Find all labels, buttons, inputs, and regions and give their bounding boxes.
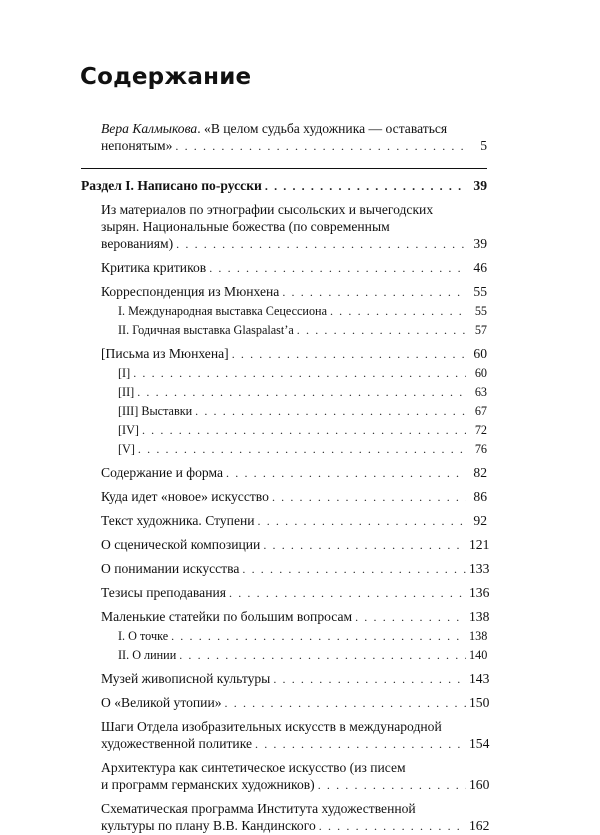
toc-entry-text: [III] Выставки [118, 404, 193, 418]
toc-entry-text: художественной политике [101, 736, 253, 751]
toc-entry-text: [I] [118, 366, 131, 380]
toc-entry-text: О понимании искусства [101, 561, 240, 576]
toc-page-number: 67 [474, 404, 487, 418]
dot-leader [179, 647, 466, 664]
toc-entry-text: Из материалов по этнографии сысольских и вычегодских [101, 202, 434, 217]
toc-entry-intro[interactable] [81, 120, 487, 155]
toc-page-number: 76 [474, 442, 487, 456]
toc-entry[interactable] [81, 628, 487, 645]
dot-leader [272, 489, 466, 506]
dot-leader [226, 465, 466, 482]
toc-page-number: 136 [469, 585, 490, 600]
toc-entry[interactable] [81, 422, 487, 439]
dot-leader [137, 384, 466, 401]
toc-entry[interactable] [81, 608, 490, 626]
toc-entry[interactable] [81, 759, 490, 794]
toc-entry-text: Раздел I. Написано по-русски [81, 178, 262, 193]
toc-entry[interactable] [81, 560, 490, 578]
dot-leader [355, 609, 466, 626]
dot-leader [297, 322, 466, 339]
toc-page-number: 162 [469, 818, 490, 833]
dot-leader [263, 537, 466, 554]
toc-entry[interactable] [81, 584, 490, 602]
toc-page-number: 46 [473, 260, 487, 275]
toc-entry-text: Шаги Отдела изобразительных искусств в международной [101, 719, 442, 734]
toc-page-number: 55 [473, 284, 487, 299]
toc-page-number: 138 [469, 629, 488, 643]
intro-title-line1: . «В целом судьба художника — оставаться [197, 121, 448, 136]
toc-entry[interactable] [81, 670, 490, 688]
toc-page-number: 92 [473, 513, 487, 528]
dot-leader [330, 303, 466, 320]
toc-entry[interactable] [81, 464, 487, 482]
toc-entry[interactable] [81, 365, 487, 382]
toc-entry-text: Содержание и форма [101, 465, 224, 480]
toc-entry-text: Текст художника. Ступени [101, 513, 255, 528]
divider [81, 168, 487, 169]
dot-leader [171, 628, 466, 645]
toc-page-number: 57 [474, 323, 487, 337]
toc-page-number: 82 [473, 465, 487, 480]
toc-entry-text: и программ германских художников) [101, 777, 315, 792]
toc-entry-text: I. О точке [118, 629, 169, 643]
toc-entry[interactable] [81, 403, 487, 420]
toc-entry-text: Музей живописной культуры [101, 671, 271, 686]
toc-entry[interactable] [81, 536, 490, 554]
toc-page-number: 60 [474, 366, 487, 380]
toc-entry[interactable] [81, 800, 490, 835]
toc-entry[interactable] [81, 322, 487, 339]
toc-entry-text: [IV] [118, 423, 139, 437]
toc-page-number: 133 [469, 561, 490, 576]
toc-entry[interactable] [81, 488, 487, 506]
toc-entry-text: О «Великой утопии» [101, 695, 222, 710]
toc-page-number: 60 [473, 346, 487, 361]
toc-entry[interactable] [81, 303, 487, 320]
toc-page-number: 86 [473, 489, 487, 504]
toc-entry[interactable] [81, 259, 487, 277]
toc-entry[interactable] [81, 384, 487, 401]
dot-leader [229, 585, 466, 602]
dot-leader [242, 561, 466, 578]
dot-leader [282, 284, 466, 301]
toc-entry-text: Тезисы преподавания [101, 585, 227, 600]
dot-leader [232, 346, 466, 363]
dot-leader [175, 138, 466, 155]
toc-entry-text: Архитектура как синтетическое искусство (из писем [101, 760, 406, 775]
toc-entries [81, 177, 490, 835]
dot-leader [255, 736, 466, 753]
dot-leader [133, 365, 466, 382]
toc-entry[interactable] [81, 718, 490, 753]
page-title: Содержание [80, 64, 252, 90]
toc-page-number: 63 [474, 385, 487, 399]
toc-entry-text: верованиям) [101, 236, 174, 251]
toc-entry-text: Корреспонденция из Мюнхена [101, 284, 280, 299]
dot-leader [318, 777, 466, 794]
toc-entry[interactable] [81, 694, 490, 712]
dot-leader [195, 403, 466, 420]
toc-entry-text: [V] [118, 442, 135, 456]
toc-page-number: 154 [469, 736, 490, 751]
toc-page-number: 55 [474, 304, 487, 318]
toc-entry-text: культуры по плану В.В. Кандинского [101, 818, 316, 833]
toc-entry-text: зырян. Национальные божества (по современным [101, 219, 390, 234]
dot-leader [142, 422, 466, 439]
toc-entry-text: II. О линии [118, 648, 177, 662]
toc-entry-text: II. Годичная выставка Glaspalast’а [118, 323, 294, 337]
dot-leader [209, 260, 466, 277]
dot-leader [258, 513, 466, 530]
toc-entry-text: О сценической композиции [101, 537, 261, 552]
toc-entry-text: Критика критиков [101, 260, 207, 275]
intro-page-number: 5 [480, 138, 487, 153]
toc-entry-text: Маленькие статейки по большим вопросам [101, 609, 353, 624]
dot-leader [319, 818, 466, 835]
toc-page-number: 140 [469, 648, 488, 662]
toc-entry[interactable] [81, 647, 487, 664]
intro-title-line2: непонятым» [101, 138, 173, 153]
toc-page-number: 150 [469, 695, 490, 710]
toc-page-number: 143 [469, 671, 490, 686]
toc-entry-text: Схематическая программа Института художественной [101, 801, 416, 816]
toc-page-number: 160 [469, 777, 490, 792]
toc-entry[interactable] [81, 283, 487, 301]
toc-page-number: 121 [469, 537, 490, 552]
toc-entry-text: [II] [118, 385, 135, 399]
dot-leader [138, 441, 466, 458]
toc-entry[interactable] [81, 177, 487, 195]
toc-entry[interactable] [81, 201, 487, 253]
toc-entry[interactable] [81, 512, 487, 530]
dot-leader [225, 695, 466, 712]
toc-page-number: 39 [473, 178, 487, 193]
table-of-contents [81, 120, 490, 835]
toc-page-number: 138 [469, 609, 490, 624]
toc-entry-text: I. Международная выставка Сецессиона [118, 304, 327, 318]
toc-entry-text: [Письма из Мюнхена] [101, 346, 229, 361]
dot-leader [273, 671, 466, 688]
dot-leader [265, 178, 466, 195]
intro-author: Вера Калмыкова [101, 121, 198, 136]
toc-entry[interactable] [81, 441, 487, 458]
dot-leader [176, 236, 466, 253]
toc-entry[interactable] [81, 345, 487, 363]
toc-page-number: 39 [473, 236, 487, 251]
toc-page-number: 72 [474, 423, 487, 437]
toc-entry-text: Куда идет «новое» искусство [101, 489, 269, 504]
